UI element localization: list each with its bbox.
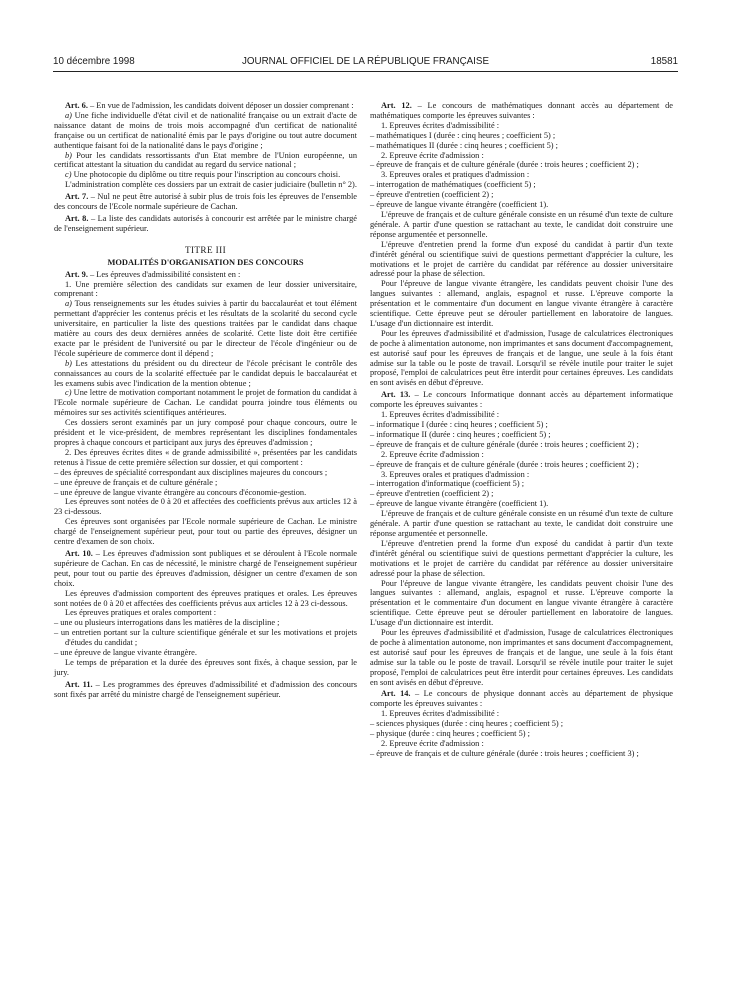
list-item: – une épreuve de langue vivante étrangère. [54, 648, 197, 658]
article-8 [54, 214, 357, 234]
article-6-text: – En vue de l'admission, les candidats doivent déposer un dossier comprenant : [87, 101, 354, 110]
item-letter: a) [65, 299, 72, 309]
article-9-notes: Les épreuves sont notées de 0 à 20 et affectées des coefficients prévus aux articles 12 à 23 ci-dessous. [54, 497, 357, 517]
item-letter: c) [65, 170, 72, 180]
paragraph: Pour les épreuves d'admissibilité et d'admission, l'usage de calculatrices électroniques de poche à alimentation autonome, non imprimantes et sans document d'accompagnement, est autorisé sauf pour les épreuves de français et de langue, une seule à la fois étant admise sur la table ou le poste de travail. Lorsqu'il se révèle inutile pour traiter le sujet proposé, l'emploi de calculatrices peut être interdit pour certaines épreuves. Les candidats en sont avisés en début d'épreuve. [370, 628, 673, 687]
article-6-item-a [54, 111, 357, 151]
left-column [54, 101, 357, 700]
list-item: – un entretien portant sur la culture scientifique générale et sur les motivations et projets d'études du candidat ; [54, 628, 357, 648]
paragraph: Pour l'épreuve de langue vivante étrangère, les candidats peuvent choisir l'une des langues suivantes : allemand, anglais, espagnol et russe. L'épreuve comporte la présentation et le commentaire d'un document en langue vivante étrangère à caractère scientifique. Cette épreuve peut se dérouler partiellement en laboratoire de langues. L'usage d'un dictionnaire est interdit. [370, 279, 673, 328]
article-7 [54, 192, 357, 212]
list-item: – sciences physiques (durée : cinq heures ; coefficient 5) ; [370, 719, 564, 729]
item-text: Pour les candidats ressortissants d'un Etat membre de l'Union européenne, un certificat attestant la situation du candidat au regard du service national ; [54, 150, 357, 170]
list-item: – une ou plusieurs interrogations dans les matières de la discipline ; [54, 618, 280, 628]
article-9-item-b [54, 359, 357, 389]
page-header [53, 56, 678, 72]
item-text: Les attestations du président ou du directeur de l'école précisant le contrôle des connaissances au cours de la scolarité effectuée par le candidat depuis le baccalauréat et les examens subis avec l'indication de la mention obtenue ; [54, 358, 357, 388]
section-heading: 1. Epreuves écrites d'admissibilité : [381, 120, 500, 130]
article-7-text: – Nul ne peut être autorisé à subir plus de trois fois les épreuves de l'ensemble des concours de l'Ecole normale supérieure de Cachan. [54, 192, 358, 212]
list-item: – informatique I (durée : cinq heures ; coefficient 5) ; [370, 420, 548, 429]
article-9-jury: Ces dossiers seront examinés par un jury composé pour chaque concours, outre le président et le vice-président, de membres représentant les disciplines fondamentales propres à chaque concours et participant aux jurys des épreuves d'admission ; [54, 418, 357, 447]
item-letter: c) [65, 388, 72, 398]
section-heading: 2. Epreuve écrite d'admission : [381, 150, 484, 160]
paragraph: L'épreuve de français et de culture générale consiste en un résumé d'un texte de culture générale. A partir d'une question se rattachant au texte, le candidat doit construire une réponse argumentée et personnelle. [370, 509, 673, 538]
right-column [370, 101, 673, 759]
item-text: Une fiche individuelle d'état civil et de nationalité française ou un extrait d'acte de naissance datant de moins de trois mois accompagné d'un certificat de nationalité française ou un certificat de nationalité émis par le pays d'origine ou tout autre document authentique faisant foi de la nationalité dans le pays d'origine ; [54, 110, 357, 150]
paragraph: L'épreuve de français et de culture générale consiste en un résumé d'un texte de culture générale. A partir d'une question se rattachant au texte, le candidat doit construire une réponse argumentée et personnelle. [370, 209, 673, 239]
section-heading: 3. Epreuves orales et pratiques d'admission : [381, 170, 530, 180]
article-6 [54, 101, 357, 111]
list-item: – épreuve d'entretien (coefficient 2) ; [370, 190, 494, 200]
title-heading: TITRE III [184, 244, 227, 255]
list-item: – physique (durée : cinq heures ; coefficient 5) ; [370, 729, 530, 739]
list-item: – mathématiques II (durée : cinq heures ; coefficient 5) ; [370, 140, 558, 150]
item-letter: a) [65, 110, 72, 120]
article-14-text: – Le concours de physique donnant accès au département de physique comporte les épreuves suivantes : [370, 689, 673, 709]
article-9-item-a [54, 299, 357, 358]
paragraph: Pour les épreuves d'admissibilité et d'admission, l'usage de calculatrices électroniques de poche à alimentation autonome, non imprimantes et sans document d'accompagnement, est autorisé sauf pour les épreuves de français et de langue, une seule à la fois étant admise sur la table ou le poste de travail. Lorsqu'il se révèle inutile pour traiter le sujet proposé, l'emploi de calculatrices peut être interdit pour certaines épreuves. Les candidats en sont avisés en début d'épreuve. [370, 328, 673, 388]
item-letter: b) [65, 150, 72, 160]
article-13-text: – Le concours Informatique donnant accès au département informatique comporte les épreuves suivantes : [370, 390, 673, 410]
list-item: – épreuve de langue vivante étrangère (coefficient 1). [370, 499, 549, 509]
item-text: Une lettre de motivation comportant notamment le projet de formation du candidat à l'Ecole normale supérieure de Cachan. Le candidat pourra joindre tous éléments ou mémoires sur ses activités scientifiques antérieures. [54, 388, 357, 418]
article-9-label: Art. 9. [65, 269, 88, 279]
article-12-text: – Le concours de mathématiques donnant accès au département de mathématiques comporte les épreuves suivantes : [370, 101, 674, 120]
article-6-label: Art. 6. [65, 101, 88, 110]
list-item: – des épreuves de spécialité correspondant aux disciplines majeures du concours ; [54, 467, 328, 477]
section-heading: 2. Epreuve écrite d'admission : [381, 739, 484, 748]
article-9-point-1: 1. Une première sélection des candidats sur examen de leur dossier universitaire, comprenant : [54, 279, 357, 299]
section-heading: 1. Epreuves écrites d'admissibilité : [381, 410, 500, 420]
article-9-point-2: 2. Des épreuves écrites dites « de grande admissibilité », présentées par les candidats retenus à l'issue de cette première sélection sur dossier, et qui comportent : [54, 447, 357, 467]
article-11-text: – Les programmes des épreuves d'admissibilité et d'admission des concours sont fixés par arrêté du ministre chargé de l'enseignement supérieur. [54, 679, 357, 699]
article-9-text: – Les épreuves d'admissibilité consistent en : [87, 269, 241, 279]
article-14-label: Art. 14. [381, 689, 411, 699]
article-10 [54, 549, 357, 589]
header-journal-title: JOURNAL OFFICIEL DE LA RÉPUBLIQUE FRANÇAISE [242, 56, 489, 67]
article-6-closing: L'administration complète ces dossiers par un extrait de casier judiciaire (bulletin n° 2). [65, 180, 357, 190]
article-10-text: – Les épreuves d'admission sont publiques et se déroulent à l'Ecole normale supérieure de Cachan. En cas de nécessité, le ministre chargé de l'enseignement supérieur peut, pour tout ou partie des épreuves d'admission, désigner un centre d'examen de son choix. [54, 548, 358, 588]
list-item: – informatique II (durée : cinq heures ; coefficient 5) ; [370, 429, 551, 439]
list-item: – épreuve de français et de culture générale (durée : trois heures ; coefficient 2) ; [370, 160, 639, 170]
article-12-label: Art. 12. [381, 101, 412, 110]
paragraph: L'épreuve d'entretien prend la forme d'un exposé du candidat à partir d'un texte d'intérêt général ou scientifique suivi de questions permettant d'apprécier la culture, les motivations et le projet de carrière du candidat par référence au dossier universitaire adressé pour la phase de sélection. [370, 239, 673, 279]
item-text: Tous renseignements sur les études suivies à partir du baccalauréat et tout élément permettant d'apprécier les contenus précis et les résultats de la scolarité du second cycle universitaire, en particulier la liste des questions traitées par le candidat dans chaque matière au cours des deux dernières années de scolarité. Cette liste doit être certifiée exacte par le président de l'université ou par le directeur de l'école d'ingénieur ou de l'école supérieure de commerce dont il dépend ; [54, 299, 357, 358]
article-13-label: Art. 13. [381, 390, 411, 400]
header-page-number: 18581 [650, 56, 678, 67]
article-10-label: Art. 10. [65, 548, 93, 558]
list-item: – interrogation de mathématiques (coefficient 5) ; [370, 180, 536, 190]
paragraph: Pour l'épreuve de langue vivante étrangère, les candidats peuvent choisir l'une des langues suivantes : allemand, anglais, espagnol et russe. L'épreuve comporte la présentation et le commentaire d'un document en langue vivante étrangère à caractère scientifique. Cette épreuve peut se dérouler partiellement en laboratoire de langues. L'usage d'un dictionnaire est interdit. [370, 578, 673, 628]
list-item: – interrogation d'informatique (coefficient 5) ; [370, 479, 525, 489]
article-11 [54, 680, 357, 700]
title-subheading: MODALITÉS D'ORGANISATION DES CONCOURS [107, 257, 304, 267]
article-14 [370, 689, 673, 709]
section-heading: 1. Epreuves écrites d'admissibilité : [381, 709, 500, 719]
list-item: – mathématiques I (durée : cinq heures ; coefficient 5) ; [370, 130, 556, 140]
article-6-item-b [54, 151, 357, 171]
list-item: – épreuve de français et de culture générale (durée : trois heures ; coefficient 2) ; [370, 459, 639, 469]
list-item: – une épreuve de langue vivante étrangère au concours d'économie-gestion. [54, 487, 307, 497]
list-item: – épreuve de langue vivante étrangère (coefficient 1). [370, 200, 549, 210]
list-item: – épreuve d'entretien (coefficient 2) ; [370, 489, 494, 499]
section-heading: 2. Epreuve écrite d'admission : [381, 449, 484, 459]
article-10-para-2: Les épreuves d'admission comportent des épreuves pratiques et orales. Les épreuves sont notées de 0 à 20 et affectées des coefficients prévus aux articles 12 à 23 ci-dessous. [54, 588, 357, 608]
paragraph: L'épreuve d'entretien prend la forme d'un exposé du candidat à partir d'un texte d'intérêt général ou scientifique suivi de questions permettant d'apprécier la culture, les motivations et le projet de carrière du candidat par référence au dossier universitaire adressé pour la phase de sélection. [370, 538, 673, 578]
header-rule [53, 71, 678, 72]
list-item: – une épreuve de français et de culture générale ; [54, 477, 218, 487]
article-11-label: Art. 11. [65, 679, 93, 689]
article-10-para-4: Le temps de préparation et la durée des épreuves sont fixés, à chaque session, par le jury. [54, 657, 357, 677]
article-12 [370, 101, 673, 121]
article-8-text: – La liste des candidats autorisés à concourir est arrêtée par le ministre chargé de l'enseignement supérieur. [54, 213, 357, 233]
article-7-label: Art. 7. [65, 192, 89, 202]
article-6-item-c [54, 170, 357, 180]
item-letter: b) [65, 358, 72, 368]
list-item: – épreuve de français et de culture générale (durée : trois heures ; coefficient 2) ; [370, 439, 639, 449]
article-10-para-3: Les épreuves pratiques et orales comportent : [65, 608, 217, 618]
article-8-label: Art. 8. [65, 213, 89, 223]
header-date: 10 décembre 1998 [53, 56, 135, 67]
article-9-item-c [54, 388, 357, 418]
section-heading: 3. Epreuves orales et pratiques d'admission : [381, 469, 530, 479]
article-9 [54, 270, 357, 280]
list-item: – épreuve de français et de culture générale (durée : trois heures ; coefficient 3) ; [370, 748, 639, 758]
article-13 [370, 390, 673, 410]
item-text: Une photocopie du diplôme ou titre requis pour l'inscription au concours choisi. [71, 170, 341, 180]
article-9-organisation: Ces épreuves sont organisées par l'Ecole normale supérieure de Cachan. Le ministre chargé de l'enseignement supérieur peut, pour tout ou partie des épreuves, désigner un centre d'examen de son choix. [54, 517, 357, 547]
